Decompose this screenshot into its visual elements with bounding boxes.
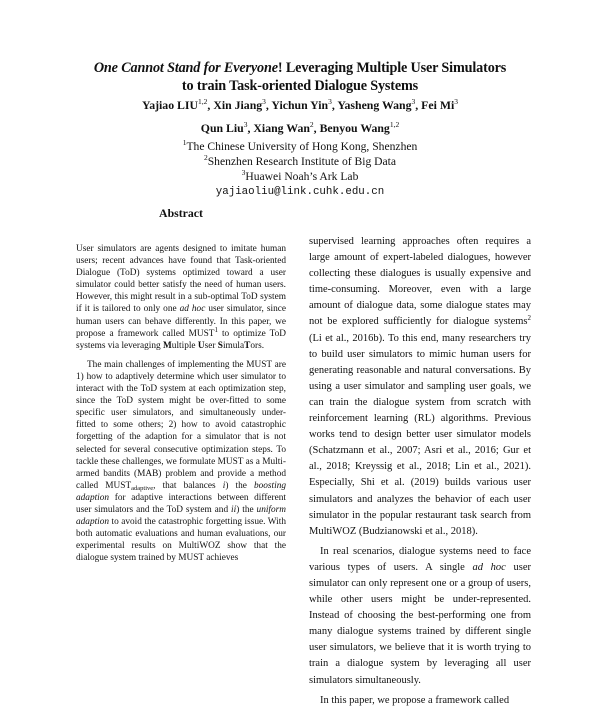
right-paragraph-1 [309,234,531,540]
author-name: Yichun Yin [271,98,329,112]
italic-term: ad hoc [472,561,506,573]
right-paragraph-2 [309,544,531,689]
affiliation-mark: 2 [203,153,208,162]
author-separator: , [247,121,254,135]
author-separator: , [415,98,422,112]
author-name: Yasheng Wang [337,98,412,112]
text-run: ) the [225,480,254,491]
italic-term: ad hoc [179,304,206,315]
author-name: Benyou Wang [319,121,390,135]
affiliation-text: Shenzhen Research Institute of Big Data [207,155,397,168]
italic-term: boosting adaption [76,480,286,503]
author-separator: , [207,98,214,112]
text-run: User simulators are agents designed to imitate human users; recent advances have found that Task-oriented Dialogue (ToD) systems optimized toward a user simulator could better satisfy the need of human users. However, this might result in a sub-optimal ToD system if it is tailored to only one [76,244,286,315]
text-run: ors. [250,340,265,351]
abstract-paragraph-2 [76,359,286,565]
abstract-heading: Abstract [159,206,203,220]
acronym-letter: S [217,340,223,351]
title-rest: ! Leveraging Multiple User Simulators [277,60,507,76]
italic-term: i [222,480,226,491]
text-run: user simulator can only represent one or a group of users, while other users might be under-represented. Instead of choosing the best-performing one from many dialogue systems trained by different single user simulators, we believe that it is worth trying to train a dialogue system by leveraging all user simulators simultaneously. [309,561,531,686]
author-affil-mark: 2 [309,120,314,129]
abstract-paragraph-1 [76,243,286,352]
text-run: imula [222,340,245,351]
author-name: Qun Liu [200,121,244,135]
text-run: ser [204,340,218,351]
affiliation-text: Huawei Noah’s Ark Lab [245,170,359,183]
abstract-body [76,243,286,564]
affiliation-text: The Chinese University of Hong Kong, Shenzhen [186,140,418,153]
author-separator: , [331,98,338,112]
text-run: ultiple [171,340,198,351]
text-run: for adaptive interactions between different user simulators and the ToD system and [76,492,286,515]
acronym-letter: T [244,340,251,351]
author-name: Yajiao LIU [141,98,199,112]
text-run: The main challenges of implementing the MUST are 1) how to adaptively determine which user simulator to interact with the ToD system at each optimization step, since the ToD system might be over-fitted to some specific user simulators, and simultaneously under-fitted to some others; 2) how to avoid catastrophic forgetting of the adaption for a simulator that is not selected for several consecutive optimization steps. To tackle these challenges, we formulate MUST as a Multi-armed bandits (MAB) problem and provide a method called MUST [76,359,286,491]
text-run: user simulator, since human users can behave differently. In this paper, we propose a framework called MUST [76,304,286,339]
author-affil-mark: 1,2 [389,120,400,129]
right-column-body [309,234,531,709]
author-line-2 [20,120,580,136]
footnote-mark: 2 [527,314,531,323]
acronym-letter: M [163,340,172,351]
text-run: ) the [236,504,257,515]
affiliation-3 [20,169,580,185]
title-italic-part: One Cannot Stand for Everyone [93,60,278,76]
text-run: to optimize ToD systems via leveraging [76,328,286,351]
italic-term: uniform adaption [76,504,286,528]
author-separator: , [265,98,272,112]
author-name: Fei Mi [421,98,455,112]
text-run: , that balances [153,480,223,491]
author-name: Xin Jiang [213,98,263,112]
italic-term: ii [231,504,237,515]
author-affil-mark: 3 [328,97,332,106]
footnote-mark: 1 [214,325,218,334]
acronym-letter: U [197,340,205,351]
author-email: yajiaoliu@link.cuhk.edu.cn [215,186,385,198]
author-name: Xiang Wan [253,121,310,135]
subscript: adaptive [131,484,154,492]
paper-title-line-2: to train Task-oriented Dialogue Systems [181,78,419,94]
author-affil-mark: 3 [262,97,266,106]
author-affil-mark: 1,2 [198,97,208,106]
author-affil-mark: 3 [243,120,248,129]
author-affil-mark: 3 [411,97,416,106]
author-affil-mark: 3 [454,97,459,106]
text-run: to avoid the catastrophic forgetting issue. With both automatic evaluations and human evaluations, our experimental results on MultiWOZ show that the dialogue system trained by MUST achieves [76,517,286,564]
text-run: (Li et al., 2016b). To this end, many researchers try to build user simulators to mimic human users for generating reasonable and natural conversations. By using a user simulator and sampling user goals, we can train the dialogue system from scratch with reinforcement learning (RL) algorithms. Previous works tend to design better user simulator models (Schatzmann et al., 2007; Asri et al., 2016; Gur et al., 2018; Kreyssig et al., 2018; Lin et al., 2021). Especially, Shi et al. (2019) builds various user simulators and analyzes the behavior of each user simulator in the popular restaurant task search from MultiWOZ (Budzianowski et al., 2018). [309,332,531,537]
text-run: supervised learning approaches often requires a large amount of expert-labeled dialogues, however collecting these dialogues is usually expensive and time-consuming. Moreover, even with a large amount of dialogue data, some dialogue states may not be explored sufficiently for dialogue systems [309,236,531,328]
paper-title-line-1 [40,59,560,77]
author-separator: , [313,121,320,135]
right-paragraph-3: In this paper, we propose a framework called [320,694,510,706]
affiliation-mark: 3 [241,168,246,177]
text-run: In real scenarios, dialogue systems need to face various types of users. A single [309,545,531,573]
author-line-1 [20,97,580,113]
affiliation-mark: 1 [182,138,187,147]
affiliation-2 [20,154,580,170]
affiliation-1 [20,139,580,155]
